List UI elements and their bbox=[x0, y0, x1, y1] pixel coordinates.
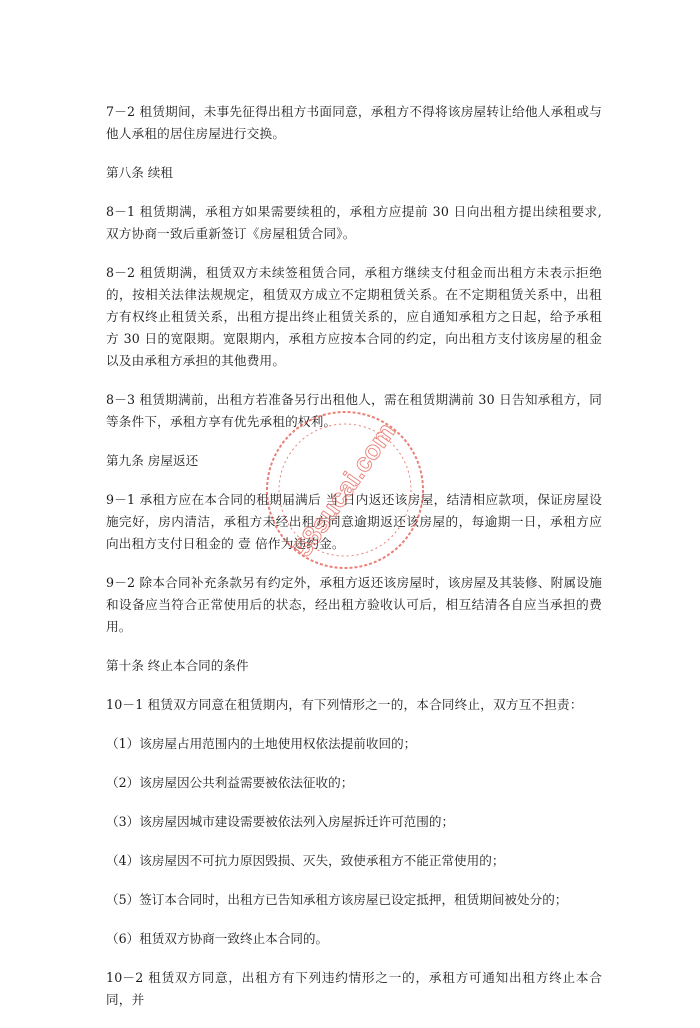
article-9-heading: 第九条 房屋返还 bbox=[106, 453, 199, 468]
article-8-heading: 第八条 续租 bbox=[106, 165, 173, 180]
list-item: （6）租赁双方协商一致终止本合同的。 bbox=[106, 931, 329, 946]
clause-10-2: 10－2 租赁双方同意，出租方有下列违约情形之一的，承租方可通知出租方终止本合同，并 bbox=[106, 970, 602, 1007]
clause-8-3: 8－3 租赁期满前，出租方若准备另行出租他人，需在租赁期满前 30 日告知承租方，同等条件下，承租方享有优先承租的权利。 bbox=[106, 392, 602, 429]
clause-9-1: 9－1 承租方应在本合同的租期届满后 当 日内返还该房屋，结清相应款项，保证房屋设施完好，房内清洁，承租方未经出租方同意逾期返还该房屋的，每逾期一日，承租方应向出租方支付日租金的 壹 倍作为违约金。 bbox=[106, 492, 602, 551]
clause-7-2: 7－2 租赁期间，未事先征得出租方书面同意，承租方不得将该房屋转让给他人承租或与他人承租的居住房屋进行交换。 bbox=[106, 104, 602, 141]
clause-8-1: 8－1 租赁期满，承租方如果需要续租的，承租方应提前 30 日向出租方提出续租要求,双方协商一致后重新签订《房屋租赁合同》。 bbox=[106, 204, 602, 241]
clause-9-2: 9－2 除本合同补充条款另有约定外，承租方返还该房屋时，该房屋及其装修、附属设施和设备应当符合正常使用后的状态，经出租方验收认可后，相互结清各自应当承担的费用。 bbox=[106, 575, 602, 634]
list-item: （1）该房屋占用范围内的土地使用权依法提前收回的； bbox=[106, 736, 417, 751]
clause-10-1: 10－1 租赁双方同意在租赁期内，有下列情形之一的，本合同终止，双方互不担责： bbox=[106, 697, 583, 712]
article-10-heading: 第十条 终止本合同的条件 bbox=[106, 658, 249, 673]
document-body bbox=[106, 101, 602, 1028]
list-item: （2）该房屋因公共利益需要被依法征收的； bbox=[106, 775, 354, 790]
list-item: （4）该房屋因不可抗力原因毁损、灭失，致使承租方不能正常使用的； bbox=[106, 853, 505, 868]
list-item: （3）该房屋因城市建设需要被依法列入房屋拆迁许可范围的； bbox=[106, 814, 455, 829]
clause-8-2: 8－2 租赁期满，租赁双方未续签租赁合同，承租方继续支付租金而出租方未表示拒绝的，按相关法律法规规定，租赁双方成立不定期租赁关系。在不定期租赁关系中，出租方有权终止租赁关系，出租方提出终止租赁关系的，应自通知承租方之日起，给予承租方 30 日的宽限期。宽限期内，承租方应按本合同的约定，向出租方支付该房屋的租金以及由承租方承担的其他费用。 bbox=[106, 265, 602, 368]
list-item: （5）签订本合同时，出租方已告知承租方该房屋已设定抵押，租赁期间被处分的； bbox=[106, 892, 568, 907]
watermark-text: 58sucai.com bbox=[287, 416, 402, 562]
